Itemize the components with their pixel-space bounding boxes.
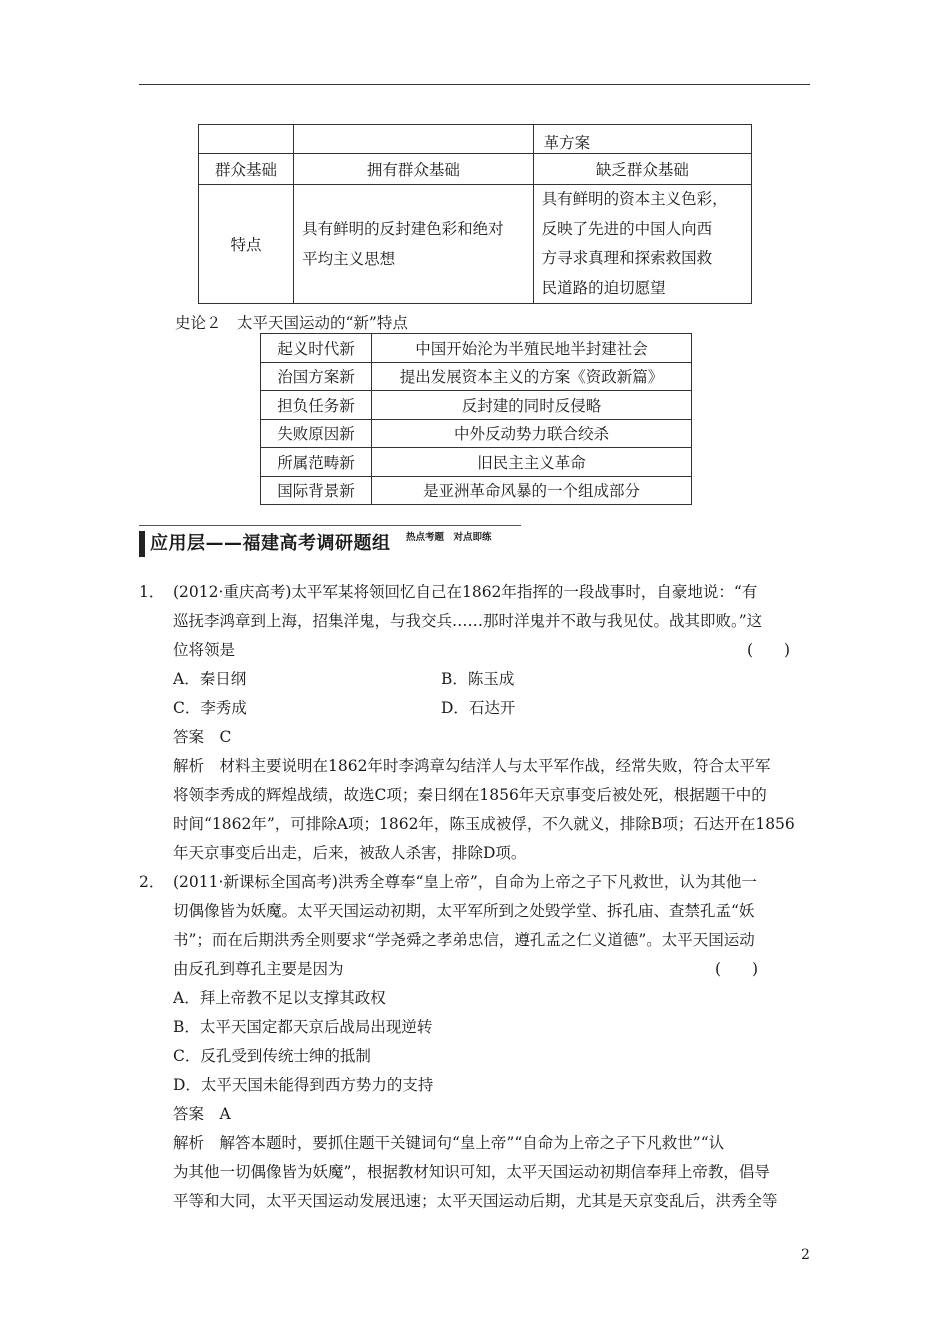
table-caption: 史论２ 太平天国运动的“新”特点	[175, 314, 408, 332]
analysis-text: 为其他一切偶像皆为妖魔”，根据教材知识可知，太平天国运动初期信奉拜上帝教，倡导	[173, 1163, 770, 1181]
option-a: A．秦日纲	[173, 670, 247, 688]
section-marker	[139, 531, 145, 557]
table-row: 治国方案新 提出发展资本主义的方案《资政新篇》	[261, 362, 692, 391]
comparison-table	[198, 124, 752, 304]
features-table	[260, 333, 692, 505]
analysis-text: 解析 解答本题时，要抓住题干关键词句“皇上帝”“自命为上帝之子下凡救世”“认	[173, 1134, 725, 1152]
table-row	[199, 185, 752, 304]
table-row: 国际背景新 是亚洲革命风暴的一个组成部分	[261, 476, 692, 505]
analysis-text: 平等和大同，太平天国运动发展迅速；太平天国运动后期，尤其是天京变乱后，洪秀全等	[173, 1192, 778, 1210]
option-c: C．反孔受到传统士绅的抵制	[173, 1047, 371, 1065]
table-cell: 拥有群众基础	[294, 154, 534, 185]
page-number: 2	[801, 1247, 810, 1263]
option-d: D．石达开	[441, 699, 516, 717]
section-subtitle: 热点考题 对点即练	[406, 532, 492, 543]
question-text: 巡抚李鸿章到上海，招集洋鬼，与我交兵……那时洋鬼并不敢与我见仗。战其即败。”这	[173, 612, 763, 630]
question-text: (2012·重庆高考)太平军某将领回忆自己在1862年指挥的一段战事时，自豪地说：“有	[173, 583, 758, 601]
answer-blank: ( )	[747, 641, 791, 659]
table-cell: 革方案	[533, 125, 751, 154]
analysis-text: 年天京事变后出走，后来，被敌人杀害，排除D项。	[173, 844, 527, 862]
table-row: 起义时代新 中国开始沦为半殖民地半封建社会	[261, 334, 692, 363]
table-cell: 具有鲜明的资本主义色彩， 反映了先进的中国人向西 方寻求真理和探索救国救 民道路的迫切愿望	[533, 185, 751, 304]
analysis-text: 将领李秀成的辉煌战绩，故选C项；秦日纲在1856年天京事变后被处死，根据题干中的	[173, 786, 767, 804]
table-row	[199, 125, 752, 154]
answer: 答案 A	[173, 1105, 231, 1123]
option-c: C．李秀成	[173, 699, 247, 717]
question-text: 切偶像皆为妖魔。太平天国运动初期，太平军所到之处毁学堂、拆孔庙、查禁孔孟“妖	[173, 902, 755, 920]
option-a: A．拜上帝教不足以支撑其政权	[173, 989, 386, 1007]
analysis-text: 解析 材料主要说明在1862年时李鸿章勾结洋人与太平军作战，经常失败，符合太平军	[173, 757, 771, 775]
option-b: B．陈玉成	[441, 670, 515, 688]
row-label: 特点	[199, 185, 294, 304]
question-number: 1．	[139, 583, 165, 601]
table-row: 担负任务新 反封建的同时反侵略	[261, 391, 692, 420]
table-cell: 具有鲜明的反封建色彩和绝对 平均主义思想	[294, 185, 534, 304]
table-row: 失败原因新 中外反动势力联合绞杀	[261, 419, 692, 448]
section-title: 应用层——福建高考调研题组	[150, 533, 391, 554]
table-cell: 缺乏群众基础	[533, 154, 751, 185]
option-b: B．太平天国定都天京后战局出现逆转	[173, 1018, 433, 1036]
question-number: 2．	[139, 873, 165, 891]
table-row	[199, 154, 752, 185]
row-label: 群众基础	[199, 154, 294, 185]
answer-blank: ( )	[715, 960, 759, 978]
option-d: D．太平天国未能得到西方势力的支持	[173, 1076, 434, 1094]
table-row: 所属范畴新 旧民主主义革命	[261, 448, 692, 477]
question-text: 位将领是	[173, 641, 236, 659]
header-rule	[139, 84, 810, 85]
question-text: (2011·新课标全国高考)洪秀全尊奉“皇上帝”，自命为上帝之子下凡救世，认为其他一	[173, 873, 757, 891]
question-text: 书”；而在后期洪秀全则要求“学尧舜之孝弟忠信，遵孔孟之仁义道德”。太平天国运动	[173, 931, 755, 949]
analysis-text: 时间“1862年”，可排除A项；1862年，陈玉成被俘，不久就义，排除B项；石达开在1856	[173, 815, 795, 833]
question-text: 由反孔到尊孔主要是因为	[173, 960, 344, 978]
answer: 答案 C	[173, 728, 232, 746]
